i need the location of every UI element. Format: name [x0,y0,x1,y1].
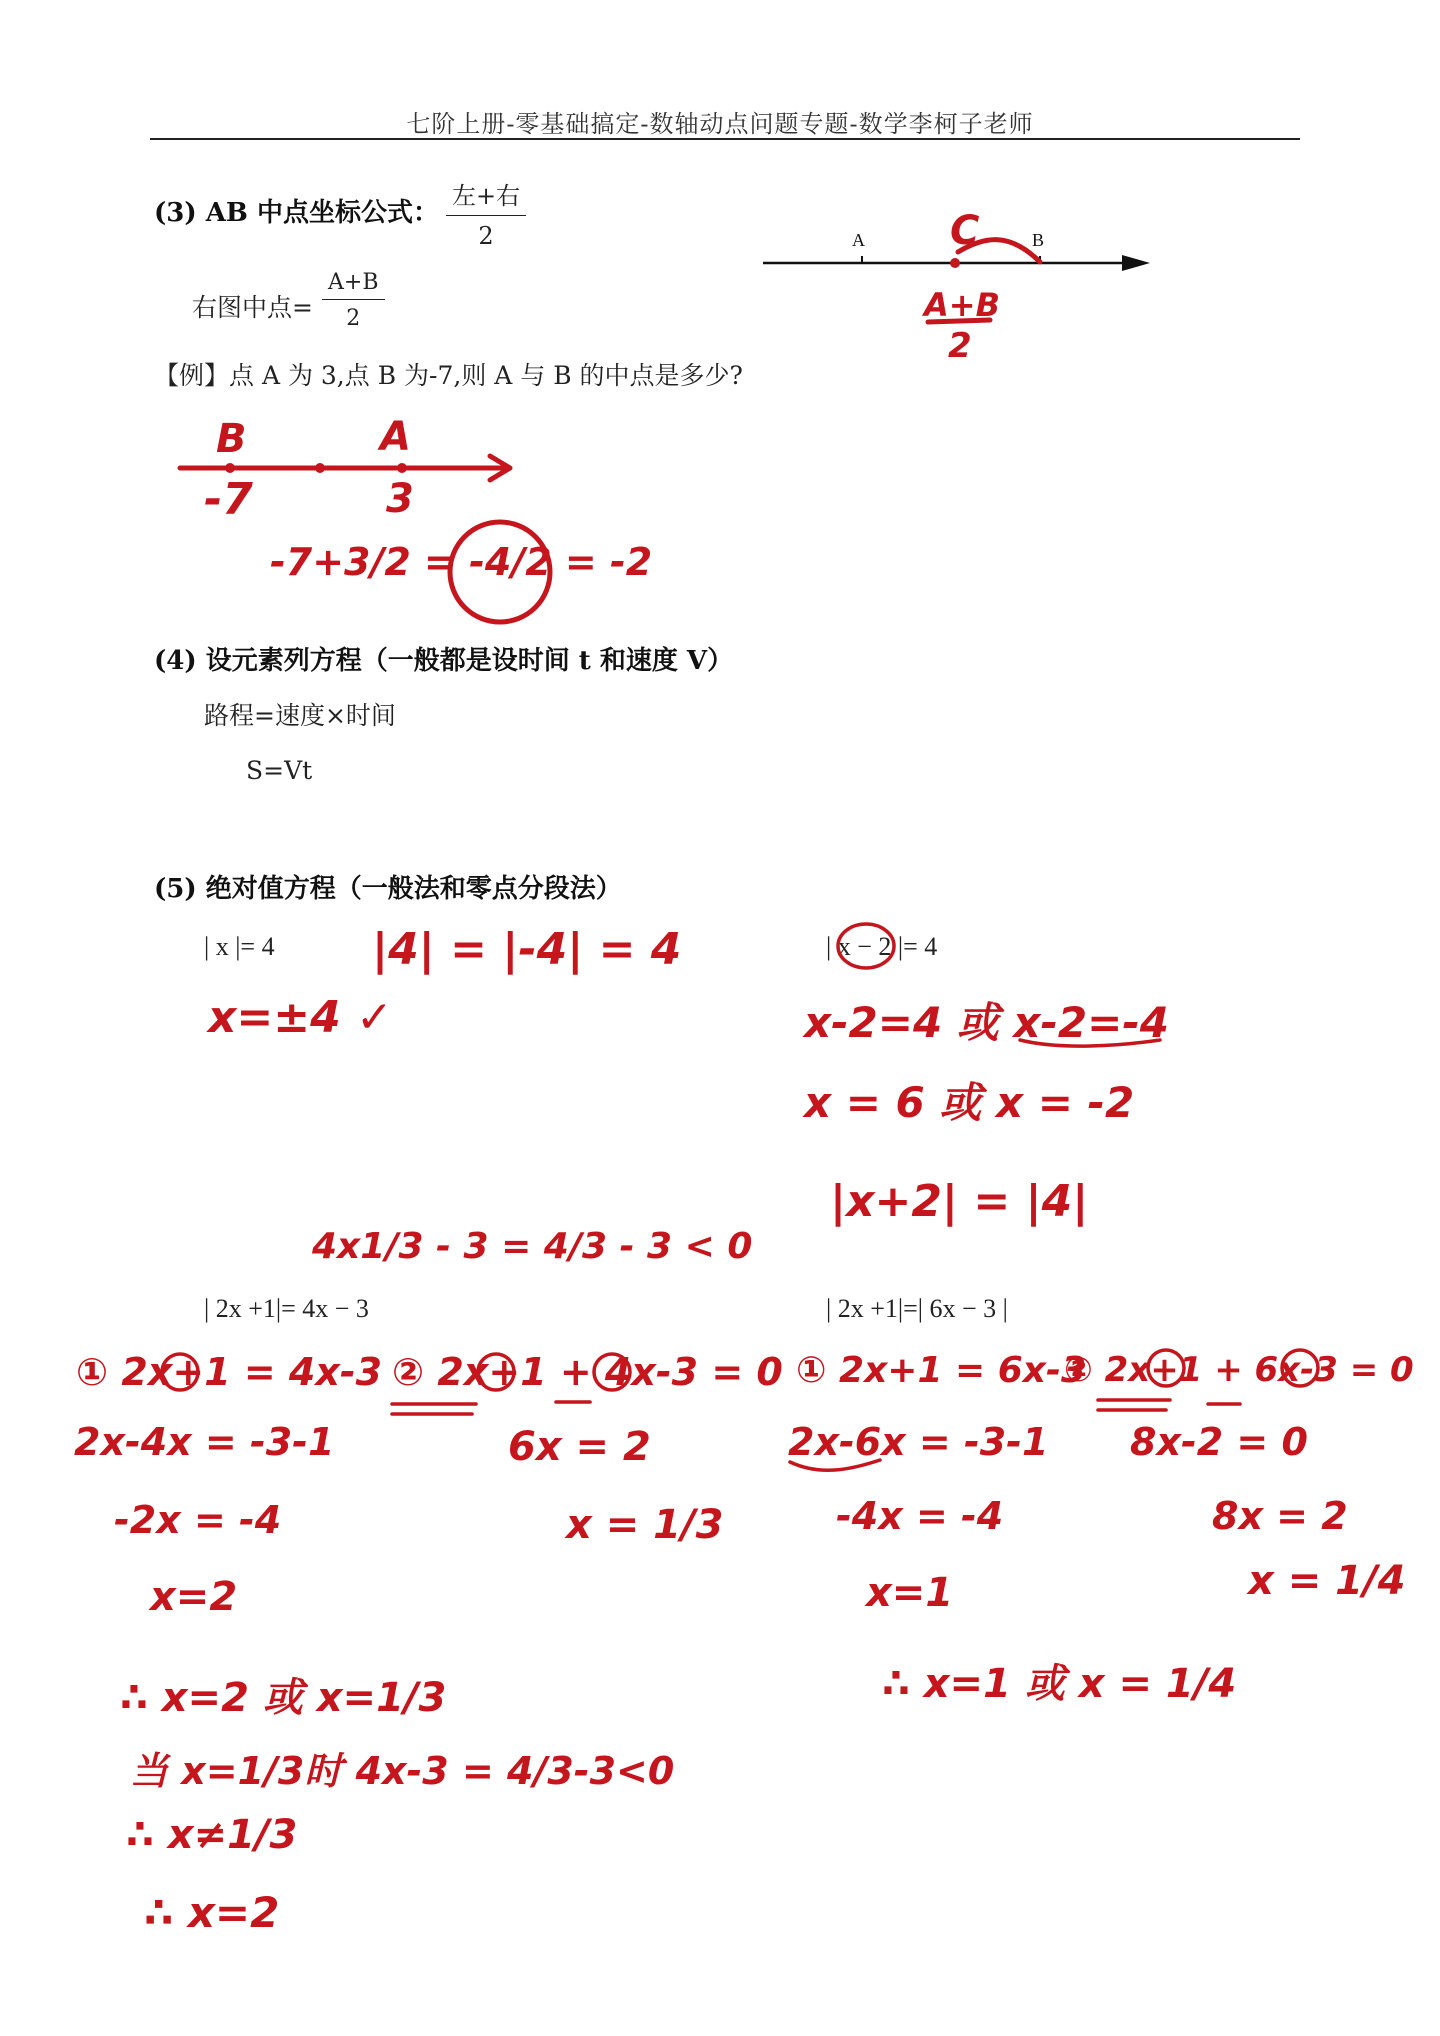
section-5-heading: (5) 绝对值方程（一般法和零点分段法） [154,874,622,904]
eq4-case2-line3: 8x = 2 [1212,1494,1348,1538]
fraction-numerator: 左+右 [446,176,526,216]
eq4-case2-line4: x = 1/4 [1248,1558,1406,1604]
eq3-case2-line1: ② 2x+1 + 4x-3 = 0 [392,1350,783,1394]
eq3-case1-line2: 2x-4x = -3-1 [74,1420,335,1464]
eq4-case1-line2: 2x-6x = -3-1 [788,1420,1049,1464]
eq4-case1-line1: ① 2x+1 = 6x-3 [796,1350,1086,1391]
equation-4: | 2x +1|=| 6x − 3 | [826,1294,1008,1323]
handwritten-a-value: 3 [386,476,414,522]
handwritten-eq2-line1: x-2=4 或 x-2=-4 [804,998,1169,1047]
handwritten-b-value: -7 [204,474,253,525]
eq4-case2-line1: ② 2x+1 + 6x-3 = 0 [1064,1350,1414,1390]
distance-formula-symbols: S=Vt [246,756,313,785]
handwritten-eq1-line1: |4| = |-4| = 4 [372,924,682,975]
handwritten-midpoint-calculation: -7+3/2 = -4/2 = -2 [270,540,653,584]
number-line-label-a: A [852,230,865,250]
right-figure-midpoint-label: 右图中点= [192,293,313,322]
eq3-check-line: 当 x=1/3时 4x-3 = 4/3-3<0 [130,1749,675,1793]
eq4-case1-line3: -4x = -4 [836,1494,1004,1538]
eq3-conclusion-2: ∴ x≠1/3 [126,1812,298,1858]
eq3-case2-line3: x = 1/3 [566,1502,724,1548]
eq4-conclusion: ∴ x=1 或 x = 1/4 [882,1661,1237,1707]
handwritten-a-label: A [380,414,411,460]
handwritten-b-label: B [216,416,247,462]
handwritten-midpoint-numerator: A+B [924,286,1000,324]
equation-3: | 2x +1|= 4x − 3 [204,1294,369,1323]
equation-2: | x − 2 |= 4 [826,932,938,961]
equation-1: | x |= 4 [204,932,275,961]
eq3-case1-line3: -2x = -4 [114,1498,282,1542]
example-question: 【例】点 A 为 3,点 B 为-7,则 A 与 B 的中点是多少? [154,361,743,390]
fraction-denominator: 2 [346,306,361,331]
handwritten-midpoint-denominator: 2 [948,326,972,366]
handwritten-eq2-line2: x = 6 或 x = -2 [804,1078,1135,1127]
handwritten-eq2-line3: |x+2| = |4| [830,1176,1089,1227]
number-line-label-b: B [1032,230,1045,250]
eq3-case2-line2: 6x = 2 [508,1424,651,1470]
handwritten-check-calculation: 4x1/3 - 3 = 4/3 - 3 < 0 [312,1226,753,1267]
fraction-denominator: 2 [478,222,494,250]
document-header-title: 七阶上册-零基础搞定-数轴动点问题专题-数学李柯子老师 [406,110,1034,138]
eq4-case1-line4: x=1 [866,1570,954,1616]
eq3-case1-line4: x=2 [150,1574,238,1620]
section-4-heading: (4) 设元素列方程（一般都是设时间 t 和速度 V） [154,646,734,676]
eq3-final-answer: ∴ x=2 [144,1888,280,1937]
handwritten-c-label: C [950,208,980,254]
fraction-numerator: A+B [322,270,385,300]
eq4-case2-line2: 8x-2 = 0 [1130,1420,1308,1464]
eq3-conclusion-1: ∴ x=2 或 x=1/3 [120,1675,447,1721]
distance-formula-words: 路程=速度×时间 [204,701,396,730]
handwritten-eq1-line2: x=±4 ✓ [208,992,393,1043]
section-3-heading: (3) AB 中点坐标公式： [154,198,439,228]
eq3-case1-line1: ① 2x+1 = 4x-3 [76,1350,383,1394]
